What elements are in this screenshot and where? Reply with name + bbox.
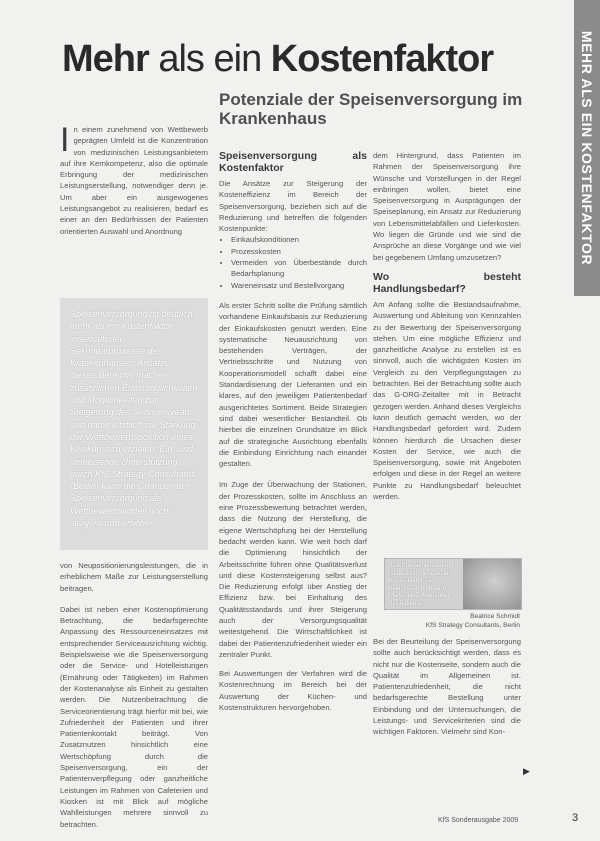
title-part-1: Mehr [62,38,149,80]
portrait-photo-box [384,558,522,610]
photo-caption [384,612,520,630]
caption-name: Beatrice Schmidt [470,613,520,620]
section-heading-kostenfaktor: Speisenversorgung als Kostenfaktor [219,150,367,174]
col1-bottom-p2: Dabei ist neben einer Kostenoptimierung Betrachtung, die bedarfsgerechte Anpassung des Ressourceneinsatzes mit entsprechender Serviceausrichtung wichtig. Beispielsweise wie die Speisenversorgung oder die Service- und Hotelleistungen (Ernährung oder Tätigkeiten) im Rahmen der Kostenanalyse als Einheit zu gestalten werden. Die Nutzenbetrachtung die Serviceorientierung trägt hierfür mit bei, wie Zufriedenheit der Patienten und ihrer Patientenkontakt beiträgt. Von Zusatznutzen hinsichtlich eine Wertschöpfung durch die Speisenversorgung, ein der Patientenverpflegung oder ganzheitliche Leistungen im Rahmen von Cafeterien und Kiosken ist mit Blick auf mögliche Wahlleistungen mehrere sinnvoll zu betrachten. [60,604,208,829]
bullet-item: • Vermeiden von Überbestände durch Bedarfsplanung [231,257,367,280]
intro-text: n einem zunehmend von Wettbewerb geprägten Umfeld ist die Konzentration von medizinischen Leistungsanbietern auf ihre Kernkompetenz, also die optimale Erbringung der medizinischen Leistungserstellung, notwendiger denn je. Um aber ein ausgewogenes Leistungsangebot zu realisieren, bedarf es einer an den Bedürfnissen der Patienten orientierten Auswahl und Anordnung [60,125,208,236]
col3-paragraph-3: Bei der Beurteilung der Speisenversorgung sollte auch berücksichtigt werden, dass es nicht nur die Kostenseite, sondern auch die Qualität im Allgemeinen ist. Patientenzufriedenheit, die nicht bedarfsgerechte Bestellung unter Einbindung und der Untersuchungen, die Leistungs- und Servicekriterien sind die wichtigen Faktoren. Vielmehr sind Kon- [373,637,521,737]
column-1-bottom [60,560,208,830]
col2-intro: Die Ansätze zur Steigerung der Kosteneffizienz im Bereich der Speisenversorgung, beziehen sich auf die Reduzierung und betreffen die folgenden Kostenpunkte: [219,179,367,234]
column-3-bottom [373,636,521,738]
continue-arrow-icon: ▶ [523,766,530,776]
intro-column [60,121,208,237]
col3-paragraph-2: Am Anfang sollte die Bestandsaufnahme, Auswertung und Ableitung von Kennzahlen zu der Bewertung der Speisenversorgung stehen. Um eine mögliche Effizienz und ganzheitliche Analyse zu erstellen ist es sinnvoll, auch die wichtigsten Kosten im Vergleich zu den Verpflegungstagen zu betrachten. Bei der Betrachtung sollte auch das G-DRG-Zeitalter mit in Betracht gezogen werden. Anhand dieses Vergleichs kann deutlich gemacht werden, wo der Handlungsbedarf gefordert wird. Zudem können hierdurch die Ursachen dieser Kosten der Service, wie auch die Speisenversorgung, sowie mit Angeboten erfolgen und diese in der Regel an weitere Punkte zu Handlungsbedarf beleuchtet werden. [373,299,521,502]
caption-role: KfS Strategy Consultants, Berlin [425,622,520,629]
section-heading-handlungsbedarf: Wo besteht Handlungsbedarf? [373,270,521,295]
column-2 [219,150,367,713]
column-3 [373,150,521,502]
col3-paragraph-1: dem Hintergrund, dass Patienten im Rahmen der Speisenversorgung ihre Wünsche und Vorstellungen in der Regel einbringen wollen, bietet eine Speisenversorgung in Ausprägungen der Speiseplanung, ein Ansatz zur Reduzierung von Lebensmittelabfällen und Lieferkosten. Wo liegen die Gründe und wie sind die Ansprüche an diese Vorgänge und wie viel bei gegebenem Umfang umzusetzen? [373,151,521,262]
pull-quote: Speisenversorgung ist deutlich mehr als ein Kostenfaktor innerhalb der Sekundärprozesse des Krankenhauses. Ansätze dieses Bereichs machen zusätzlichen Erlösmöglichkeiten und Möglichkeiten zur Steigerung des Serviceniveaus und damit letztlich zur Stärkung der Wettbewerbsposition eines Klinikums zu erzielen. Ein- und umfassende Unterstützung durch KfS Strategy Consultants (Berlin) kann die Chancen der Speisenversorgung als Wettbewerbsvorteil noch steigern und erhöhen. [70,309,198,529]
bullet-item: • Einkaufskonditionen [231,234,367,245]
title-part-3: Kostenfaktor [270,38,494,80]
col2-paragraph-4: Bei Auswertungen der Verfahren wird die Kostenrechnung im Bereich bei der Auswertung der Küchen- und Kostenstrukturen hervorgehoben. [219,669,367,713]
bullet-item: • Prozesskosten [231,246,367,257]
drop-cap: I [60,121,70,159]
side-tab [574,0,600,296]
photo-quote: „Die Speisenversorgung ist deutlich mehr als ein Kostenfaktor, sie beeinflusst in hohem Maße die Zufriedenheit der Patienten.“ [389,563,454,607]
footer-source: KfS Sonderausgabe 2009 [438,817,519,824]
col1-bottom-p1: von Neupositionierungsleistungen, die in erheblichem Maße zur Leistungserstellung beitragen. [60,561,208,593]
intro-paragraph [60,121,208,237]
col2-paragraph-2: Als erster Schritt sollte die Prüfung sämtlich vorhandene Einkaufsbasis zur Reduzierung der Einkaufskosten genutzt werden. Eine systematische Neuausrichtung von bestehenden Verträgen, der Vertriebsschritte und Nutzung von Kooperationsmodell schafft dabei eine Standardisierung der Lieferanten und ein klares, auf den jeweiligen Patientenbedarf ausgerichtetes Sortiment. Beide Strategien sind dabei wesentlicher Bestandteil. Ob hierbei die einzelnen Grundsätze im Blick auf die strategische Ausrichtung ebenfalls die Einbindung Einrichtung nach einander gestalten. [219,300,367,469]
page-number: 3 [572,812,579,824]
cost-bullet-list [219,234,367,290]
side-tab-label: MEHR ALS EIN KOSTENFAKTOR [579,30,595,266]
page-title [62,38,493,81]
title-part-2: als ein [148,38,271,80]
page-subtitle: Potenziale der Speisenversorgung im Krankenhaus [219,90,523,128]
col2-paragraph-3: Im Zuge der Überwachung der Stationen, der Prozesskosten, sollte im Anschluss an eine Prozessbewertung betrachtet werden, dass die Nutzung der Herstellung, die eigene Wertschöpfung bei der Herstellung bedacht werden kann. Wie weit hoch darf die Optimierung hinsichtlich der Arbeitsschritte führen ohne Qualitätsverlust und diese Kostensteigerung selbst aus? Die Reduzierung erfolgt über Anstieg der Effizienz bzw. bei Einhaltung des Qualitätsstandards und ihrer Steigerung auch der Versorgungsqualität weitestgehend. Die Wirtschaftlichkeit ist dabei der Patientenzufriedenheit wieder ein zentraler Punkt. [219,480,367,659]
pull-quote-box [60,298,208,550]
portrait-photo [463,559,521,609]
bullet-item: • Wareneinsatz und Bestellvorgang [231,280,367,291]
